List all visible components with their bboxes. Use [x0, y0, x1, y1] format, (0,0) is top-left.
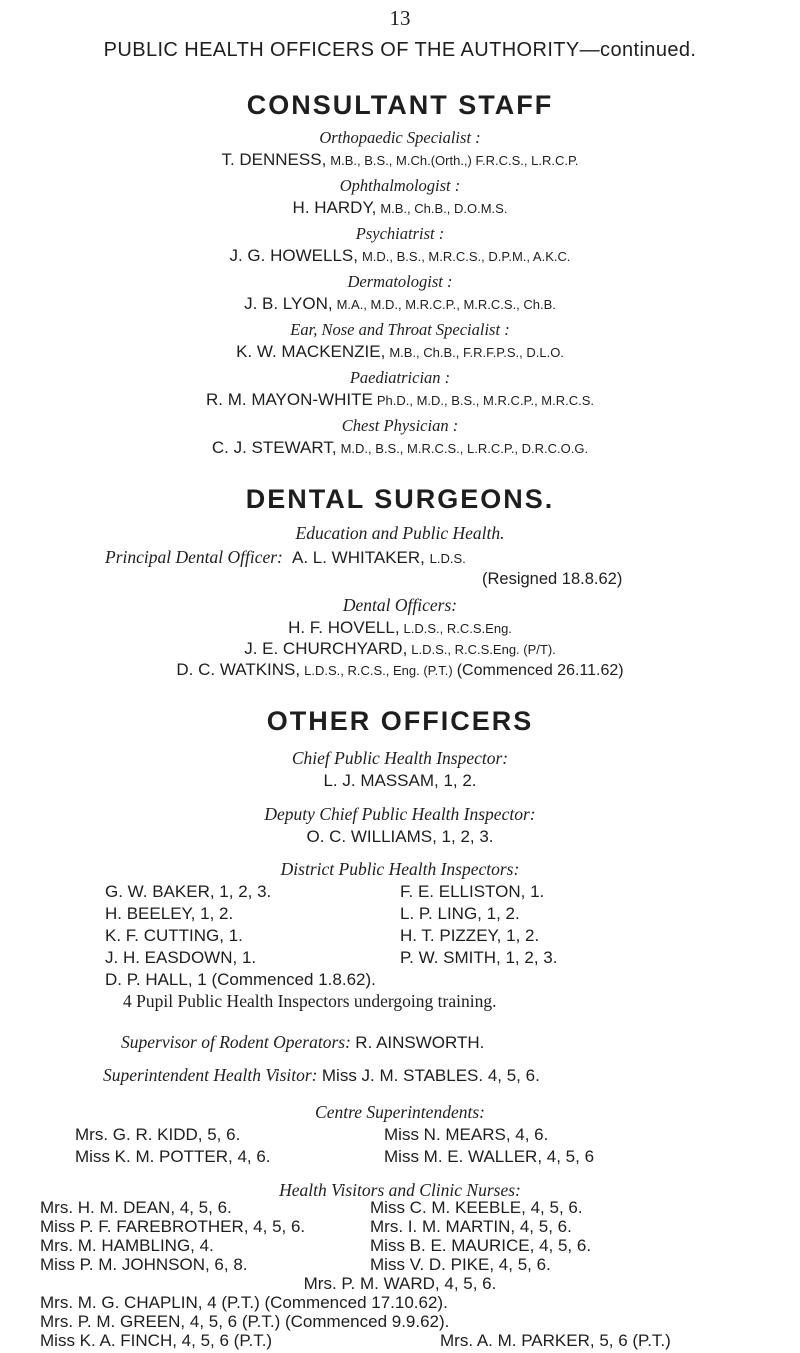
principal-note: (Resigned 18.8.62)	[482, 570, 623, 588]
dental-officer-line: D. C. WATKINS, L.D.S., R.C.S., Eng. (P.T.) (Commenced 26.11.62)	[176, 660, 624, 679]
dental-surgeons-heading: DENTAL SURGEONS.	[245, 484, 555, 514]
superintendent-visitor-line: Superintendent Health Visitor: Miss J. M. STABLES. 4, 5, 6.	[103, 1065, 540, 1085]
other-officers-heading: OTHER OFFICERS	[266, 706, 534, 736]
consultant-staff-heading: CONSULTANT STAFF	[246, 90, 554, 120]
centre-name: Mrs. G. R. KIDD, 5, 6.	[75, 1125, 241, 1144]
page-number: 13	[389, 6, 411, 30]
hall-line: D. P. HALL, 1 (Commenced 1.8.62).	[105, 970, 376, 989]
role-line: Chest Physician :	[341, 416, 459, 435]
inspector-name: H. T. PIZZEY, 1, 2.	[400, 926, 540, 945]
inspector-name: L. P. LING, 1, 2.	[400, 904, 520, 923]
principal-dental-line: Principal Dental Officer: A. L. WHITAKER, L.D.S.	[105, 547, 466, 567]
deputy-name: O. C. WILLIAMS, 1, 2, 3.	[306, 827, 494, 846]
visitor-name: Miss V. D. PIKE, 4, 5, 6.	[370, 1255, 551, 1274]
inspector-name: H. BEELEY, 1, 2.	[105, 904, 234, 923]
dental-officer-line: J. E. CHURCHYARD, L.D.S., R.C.S.Eng. (P/T).	[244, 639, 556, 658]
inspector-name: K. F. CUTTING, 1.	[105, 926, 243, 945]
visitor-name: Mrs. P. M. GREEN, 4, 5, 6 (P.T.) (Commenced 9.9.62).	[40, 1312, 450, 1331]
visitor-name: Mrs. H. M. DEAN, 4, 5, 6.	[40, 1198, 232, 1217]
visitor-name: Miss K. A. FINCH, 4, 5, 6 (P.T.)	[40, 1331, 273, 1350]
visitor-name: Mrs. M. HAMBLING, 4.	[40, 1236, 214, 1255]
deputy-role: Deputy Chief Public Health Inspector:	[264, 804, 536, 824]
dental-subheading: Education and Public Health.	[295, 523, 505, 543]
dental-officers-label: Dental Officers:	[342, 595, 458, 615]
name-line: H. HARDY, M.B., Ch.B., D.O.M.S.	[292, 198, 508, 217]
dental-officer-line: H. F. HOVELL, L.D.S., R.C.S.Eng.	[288, 618, 512, 637]
role-line: Orthopaedic Specialist :	[319, 128, 481, 147]
visitor-name: Mrs. I. M. MARTIN, 4, 5, 6.	[370, 1217, 572, 1236]
visitor-name: Miss P. M. JOHNSON, 6, 8.	[40, 1255, 248, 1274]
role-line: Psychiatrist :	[355, 224, 445, 243]
centre-role: Centre Superintendents:	[315, 1102, 485, 1122]
running-head: PUBLIC HEALTH OFFICERS OF THE AUTHORITY—continued.	[103, 39, 697, 61]
name-line: T. DENNESS, M.B., B.S., M.Ch.(Orth.,) F.R.C.S., L.R.C.P.	[221, 150, 579, 169]
inspector-name: J. H. EASDOWN, 1.	[105, 948, 257, 967]
name-line: C. J. STEWART, M.D., B.S., M.R.C.S., L.R.C.P., D.R.C.O.G.	[211, 438, 589, 457]
chief-role: Chief Public Health Inspector:	[291, 748, 509, 768]
name-line: R. M. MAYON-WHITE Ph.D., M.D., B.S., M.R.C.P., M.R.C.S.	[205, 390, 595, 409]
chief-name: L. J. MASSAM, 1, 2.	[323, 771, 477, 790]
rodent-line: Supervisor of Rodent Operators: R. AINSWORTH.	[121, 1032, 485, 1052]
visitor-name: Miss B. E. MAURICE, 4, 5, 6.	[370, 1236, 592, 1255]
name-line: K. W. MACKENZIE, M.B., Ch.B., F.R.F.P.S., D.L.O.	[236, 342, 564, 361]
role-line: Ear, Nose and Throat Specialist :	[290, 320, 510, 339]
visitors-role: Health Visitors and Clinic Nurses:	[279, 1180, 521, 1200]
visitor-name: Mrs. P. M. WARD, 4, 5, 6.	[303, 1274, 497, 1293]
centre-name: Miss N. MEARS, 4, 6.	[384, 1125, 549, 1144]
visitor-name: Mrs. A. M. PARKER, 5, 6 (P.T.)	[440, 1331, 671, 1350]
visitor-name: Miss P. F. FAREBROTHER, 4, 5, 6.	[40, 1217, 306, 1236]
inspector-name: G. W. BAKER, 1, 2, 3.	[105, 882, 272, 901]
inspector-name: F. E. ELLISTON, 1.	[400, 882, 545, 901]
centre-name: Miss M. E. WALLER, 4, 5, 6	[384, 1147, 595, 1166]
role-line: Ophthalmologist :	[339, 176, 461, 195]
inspector-name: P. W. SMITH, 1, 2, 3.	[400, 948, 558, 967]
role-line: Paediatrician :	[349, 368, 451, 387]
centre-name: Miss K. M. POTTER, 4, 6.	[75, 1147, 271, 1166]
name-line: J. G. HOWELLS, M.D., B.S., M.R.C.S., D.P.M., A.K.C.	[229, 246, 571, 265]
pupils-line: 4 Pupil Public Health Inspectors undergoing training.	[123, 991, 497, 1011]
visitor-name: Mrs. M. G. CHAPLIN, 4 (P.T.) (Commenced 17.10.62).	[40, 1293, 448, 1312]
name-line: J. B. LYON, M.A., M.D., M.R.C.P., M.R.C.S., Ch.B.	[244, 294, 556, 313]
visitor-name: Miss C. M. KEEBLE, 4, 5, 6.	[370, 1198, 583, 1217]
district-role: District Public Health Inspectors:	[280, 859, 520, 879]
role-line: Dermatologist :	[347, 272, 453, 291]
